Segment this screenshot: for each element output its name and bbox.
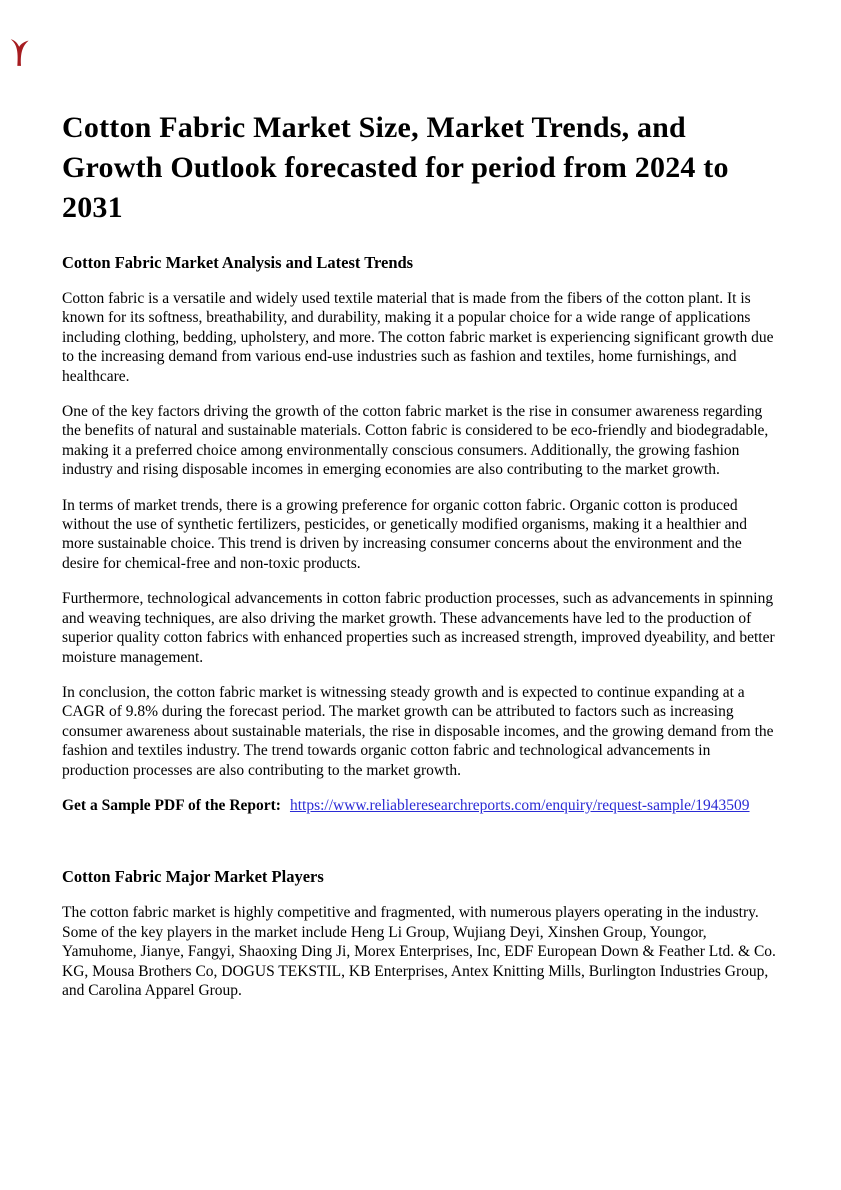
players-section-heading: Cotton Fabric Major Market Players — [62, 867, 324, 887]
sample-report-link[interactable]: https://www.reliableresearchreports.com/enquiry/request-sample/1943509 — [289, 796, 750, 814]
paragraph-market-players: The cotton fabric market is highly competitive and fragmented, with numerous players operating in the industry. Some of the key players in the market include Heng Li Group, Wujiang Deyi, Xinshen Group, Youngor, Yamuhome, Jianye, Fangyi, Shaoxing Ding Ji, Morex Enterprises, Inc, EDF European Down & Feather Ltd. & Co. KG, Mousa Brothers Co, DOGUS TEKSTIL, KB Enterprises, Antex Knitting Mills, Burlington Industries Group, and Carolina Apparel Group. — [62, 904, 776, 999]
brand-logo-icon — [8, 38, 30, 68]
brand-logo-shape — [11, 39, 29, 66]
paragraph-overview: Cotton fabric is a versatile and widely used textile material that is made from the fibers of the cotton plant. It is known for its softness, breathability, and durability, making it a popular choice for a wide range of applications including clothing, bedding, upholstery, and more. The cotton fabric market is experiencing significant growth due to the increasing demand from various end-use industries such as fashion and textiles, home furnishings, and healthcare. — [62, 290, 774, 385]
sample-report-line — [62, 796, 781, 815]
paragraph-market-trends: In terms of market trends, there is a growing preference for organic cotton fabric. Organic cotton is produced without the use of synthetic fertilizers, pesticides, or genetically modified organisms, making it a healthier and more sustainable choice. This trend is driven by increasing consumer concerns about the environment and the desire for chemical-free and non-toxic products. — [62, 496, 747, 572]
paragraph-conclusion: In conclusion, the cotton fabric market is witnessing steady growth and is expected to continue expanding at a CAGR of 9.8% during the forecast period. The market growth can be attributed to factors such as increasing consumer awareness about sustainable materials, the rise in disposable incomes, and the growing demand from the fashion and textiles industry. The trend towards organic cotton fabric and technological advancements in production processes are also contributing to the market growth. — [62, 683, 774, 779]
paragraph-growth-factors: One of the key factors driving the growth of the cotton fabric market is the rise in consumer awareness regarding the benefits of natural and sustainable materials. Cotton fabric is considered to be eco-friendly and biodegradable, making it a preferred choice among environmentally conscious consumers. Additionally, the growing fashion industry and rising disposable incomes in emerging economies are also contributing to the market growth. — [62, 403, 769, 479]
analysis-section-heading: Cotton Fabric Market Analysis and Latest Trends — [62, 253, 414, 272]
sample-report-label: Get a Sample PDF of the Report: — [62, 796, 281, 814]
paragraph-technology: Furthermore, technological advancements in cotton fabric production processes, such as advancements in spinning and weaving techniques, are also driving the market growth. These advancements have led to the production of superior quality cotton fabrics with enhanced properties such as increased strength, improved dyeability, and better moisture management. — [62, 590, 775, 666]
page-title: Cotton Fabric Market Size, Market Trends, and Growth Outlook forecasted for period from 2024 to 2031 — [62, 111, 729, 224]
